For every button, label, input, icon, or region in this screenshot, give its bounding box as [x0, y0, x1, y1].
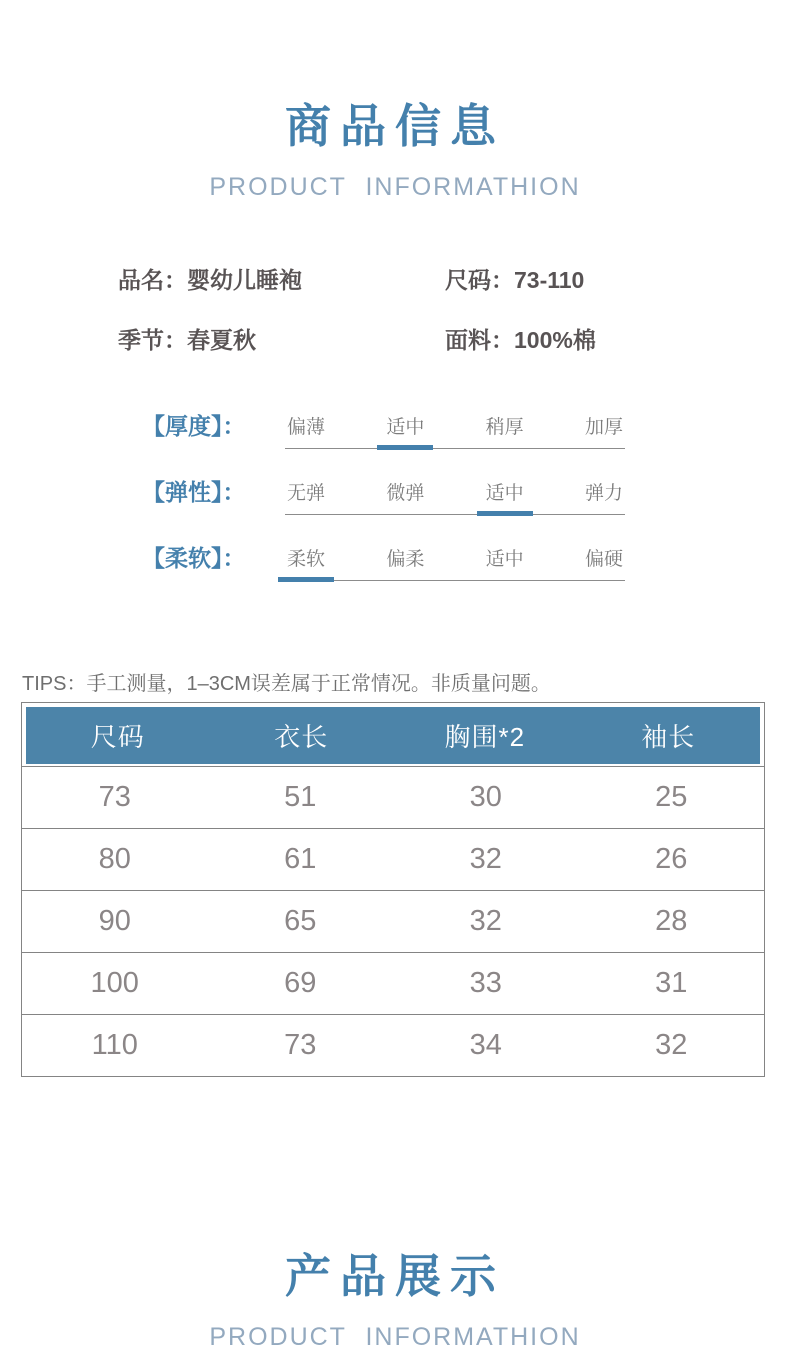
attribute-option: 适中	[484, 478, 526, 514]
attribute-label: 【弹性】：	[142, 479, 246, 505]
size-table-body	[22, 766, 764, 1076]
table-row	[22, 952, 764, 1014]
table-cell: 31	[655, 967, 688, 999]
attribute-option: 偏薄	[287, 417, 326, 438]
table-row	[22, 890, 764, 952]
attribute-scales	[142, 408, 790, 581]
table-cell: 30	[469, 781, 502, 813]
table-row	[22, 1014, 764, 1076]
attribute-option: 偏硬	[584, 549, 623, 570]
column-header-chest: 胸围*2	[444, 722, 526, 752]
attribute-option: 微弹	[386, 483, 425, 504]
detail-label: 面料：	[445, 327, 514, 353]
detail-label: 季节：	[118, 327, 187, 353]
attribute-option: 弹力	[584, 483, 623, 504]
attribute-option: 加厚	[584, 417, 623, 438]
column-header-size: 尺码	[90, 722, 145, 752]
attribute-row-softness	[142, 540, 790, 581]
size-table-header	[26, 707, 760, 764]
table-cell: 33	[469, 967, 502, 999]
detail-value: 婴幼儿睡袍	[187, 267, 302, 293]
table-cell: 61	[284, 843, 317, 875]
table-cell: 65	[284, 905, 317, 937]
attribute-options	[285, 478, 625, 515]
table-cell: 32	[469, 905, 502, 937]
detail-label: 尺码：	[445, 267, 514, 293]
table-cell: 34	[469, 1029, 502, 1061]
column-header-length: 衣长	[274, 722, 329, 752]
detail-size-range	[445, 262, 690, 295]
header-section	[0, 0, 790, 202]
table-cell: 80	[98, 843, 131, 875]
table-cell: 73	[284, 1029, 317, 1061]
page-subtitle: PRODUCT INFORMATHION	[209, 173, 581, 201]
attribute-options	[285, 412, 625, 449]
table-cell: 90	[98, 905, 131, 937]
measurement-tips: TIPS：手工测量，1–3CM误差属于正常情况。非质量问题。	[22, 673, 551, 695]
attribute-row-thickness	[142, 408, 790, 449]
column-header-sleeve: 袖长	[641, 722, 696, 752]
detail-product-name	[118, 262, 445, 295]
table-cell: 26	[655, 843, 688, 875]
detail-value: 73-110	[514, 267, 585, 293]
detail-fabric	[445, 322, 690, 355]
attribute-option: 适中	[384, 412, 426, 448]
table-cell: 110	[91, 1029, 138, 1061]
table-cell: 32	[469, 843, 502, 875]
table-cell: 69	[284, 967, 317, 999]
attribute-option: 无弹	[287, 483, 326, 504]
table-row	[22, 828, 764, 890]
attribute-option: 偏柔	[386, 549, 425, 570]
footer-title: 产品展示	[285, 1250, 505, 1302]
attribute-row-elasticity	[142, 474, 790, 515]
table-cell: 25	[655, 781, 688, 813]
attribute-label: 【柔软】：	[142, 545, 246, 571]
table-cell: 51	[284, 781, 317, 813]
page-title: 商品信息	[285, 100, 505, 152]
table-row	[22, 766, 764, 828]
detail-value: 100%棉	[514, 327, 596, 353]
attribute-option: 稍厚	[485, 417, 524, 438]
size-table	[21, 702, 765, 1077]
detail-season	[118, 322, 445, 355]
table-cell: 73	[98, 781, 131, 813]
attribute-option: 柔软	[285, 544, 327, 580]
detail-label: 品名：	[118, 267, 187, 293]
table-cell: 28	[655, 905, 688, 937]
product-details	[118, 262, 790, 355]
footer-section	[0, 1240, 790, 1352]
detail-value: 春夏秋	[187, 327, 256, 353]
attribute-label: 【厚度】：	[142, 413, 246, 439]
table-cell: 100	[90, 967, 139, 999]
table-cell: 32	[655, 1029, 688, 1061]
footer-subtitle: PRODUCT INFORMATHION	[209, 1323, 581, 1351]
attribute-options	[285, 544, 625, 581]
attribute-option: 适中	[485, 549, 524, 570]
